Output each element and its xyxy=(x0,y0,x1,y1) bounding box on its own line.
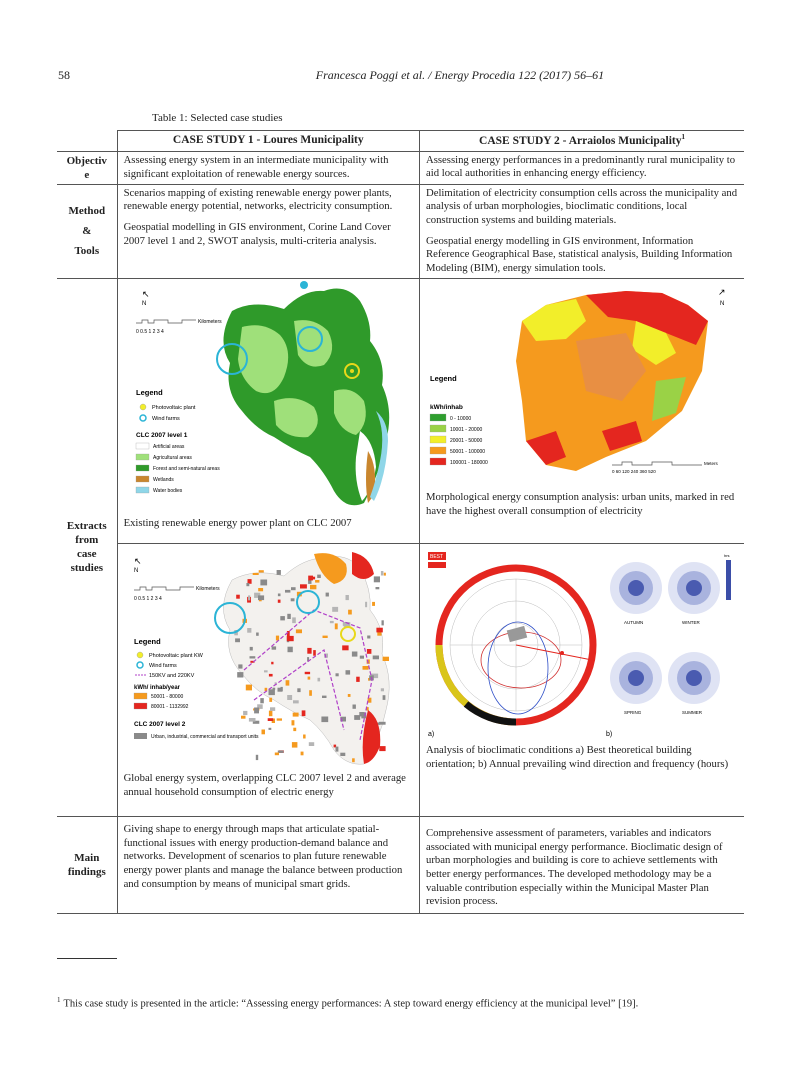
north-label: N xyxy=(720,300,725,307)
scale-unit: Meters xyxy=(704,460,718,466)
scale-unit: Kilometers xyxy=(197,318,222,325)
urban-patch xyxy=(362,666,368,670)
label-part: & xyxy=(82,225,92,238)
photovoltaic-legend-icon xyxy=(137,652,143,658)
clc1-legend-swatch xyxy=(136,443,149,449)
wind-rose-core xyxy=(628,670,644,686)
label-part: findings xyxy=(67,865,106,878)
fig2-caption: Morphological energy consumption analysis: urban units, marked in red have the highest overall consumption of electricity xyxy=(426,490,735,517)
urban-patch xyxy=(268,728,271,730)
clc1-legend-label: Wetlands xyxy=(152,476,174,483)
label-part: Main xyxy=(74,851,100,864)
sun-marker xyxy=(560,651,564,655)
urban-patch xyxy=(308,742,313,746)
consumption-class-label: 20001 - 50000 xyxy=(450,437,483,444)
north-label: N xyxy=(133,567,138,574)
urban-patch xyxy=(334,623,337,629)
footnote-mark: 1 xyxy=(681,133,685,141)
urban-patch xyxy=(342,645,348,650)
urban-patch xyxy=(381,620,383,625)
urban-patch xyxy=(379,746,385,751)
urban-patch xyxy=(351,651,357,656)
row-label-findings xyxy=(57,816,117,913)
wind-rose-core xyxy=(686,580,702,596)
urban-patch xyxy=(236,595,240,599)
case-studies-table xyxy=(57,130,744,914)
label-part: Tools xyxy=(74,245,100,258)
row-findings xyxy=(57,816,744,913)
map-loures-global-energy xyxy=(124,550,404,768)
urban-patch xyxy=(270,707,275,711)
urban-patch xyxy=(332,607,338,612)
urban-patch xyxy=(313,650,316,656)
label-part: Method xyxy=(68,205,106,218)
wind-roses xyxy=(610,562,720,715)
urban-patch xyxy=(248,718,255,722)
fig1-block xyxy=(118,281,419,544)
urban-patch xyxy=(295,629,301,633)
season-label: SUMMER xyxy=(682,709,702,715)
fig4-caption: Analysis of bioclimatic conditions a) Best theoretical building orientation; b) Annual prevailing wind direction and frequency (hours) xyxy=(426,743,729,770)
method-case1-p1: Scenarios mapping of existing renewable energy power plants, renewable energy potential, networks, electricity consumption. xyxy=(123,186,393,213)
fig1-caption: Existing renewable energy power plant on CLC 2007 xyxy=(123,516,352,529)
urban-patch xyxy=(249,656,255,658)
urban-patch xyxy=(272,688,275,690)
urban-patch xyxy=(304,672,309,674)
urban-patch xyxy=(373,576,379,582)
kwh-legend-swatch xyxy=(134,693,147,699)
legend-title: Legend xyxy=(133,636,161,646)
table-header-row xyxy=(57,131,744,152)
urban-patch xyxy=(372,602,375,606)
urban-patch xyxy=(347,694,350,697)
urban-patch xyxy=(301,710,305,716)
urban-patch xyxy=(297,688,300,692)
clc1-legend-label: Forest and semi-natural areas xyxy=(152,465,220,472)
north-label: N xyxy=(141,300,146,307)
urban-patch xyxy=(375,587,379,589)
legend-wind: Wind farms xyxy=(151,415,180,422)
consumption-class-label: 100001 - 180000 xyxy=(450,459,488,466)
urban-patch xyxy=(356,677,360,682)
north-arrow-icon: ↗ xyxy=(718,286,726,297)
footnote-rule xyxy=(57,958,117,959)
scale-bar xyxy=(134,587,194,590)
consumption-class-swatch xyxy=(430,436,446,443)
urban-patch xyxy=(322,635,327,637)
urban-patch xyxy=(277,688,282,692)
clc1-legend-label: Water bodies xyxy=(152,487,182,494)
colorbar-unit: hrs xyxy=(724,552,730,558)
orientation-ring-worst xyxy=(466,704,516,722)
urban-patch xyxy=(271,662,273,665)
urban-patch xyxy=(247,628,251,633)
urban-patch xyxy=(376,628,382,633)
urban-patch xyxy=(280,616,285,620)
legend-wind: Wind farms xyxy=(148,662,177,669)
clc2-title: CLC 2007 level 2 xyxy=(133,720,185,728)
method-case1 xyxy=(117,184,419,278)
urban-patch xyxy=(307,648,311,654)
clc1-legend-label: Agricultural areas xyxy=(152,454,192,461)
urban-patch xyxy=(291,720,294,725)
urban-patch xyxy=(372,655,378,659)
urban-patch xyxy=(241,716,246,719)
row-method xyxy=(57,184,744,278)
consumption-class-label: 50001 - 100000 xyxy=(450,448,486,455)
urban-patch xyxy=(366,649,371,654)
method-case2 xyxy=(420,184,745,278)
label-a: a) xyxy=(428,730,435,738)
urban-patch xyxy=(348,610,352,615)
season-label: SPRING xyxy=(624,709,642,715)
very-high-consumption-area xyxy=(352,552,374,579)
legend-pv: Photovoltaic plant KW xyxy=(148,652,203,659)
row-objective xyxy=(57,151,744,184)
building-footprint xyxy=(507,626,527,642)
consumption-classes xyxy=(430,414,488,466)
urban-patch xyxy=(245,684,251,690)
urban-patch xyxy=(300,751,303,755)
clc1-legend-swatch xyxy=(136,465,149,471)
sun-path xyxy=(481,632,561,688)
page-number: 58 xyxy=(58,68,70,82)
kwh-legend-label: 50001 - 80000 xyxy=(150,693,183,700)
urban-patch xyxy=(380,688,383,691)
urban-patch xyxy=(274,752,278,755)
extracts-case1 xyxy=(117,278,419,816)
label-b: b) xyxy=(606,730,613,738)
legend-pv: Photovoltaic plant xyxy=(151,404,195,411)
scale-unit: Kilometers xyxy=(195,585,220,592)
clc1-legend-label: Artificial areas xyxy=(152,443,184,450)
wind-farm-legend-icon xyxy=(140,415,146,421)
photovoltaic-legend-icon xyxy=(140,404,146,410)
photovoltaic-plant-icon xyxy=(350,369,354,373)
findings-case2: Comprehensive assessment of parameters, variables and indicators associated with municipal energy performance. Bioclimatic design of urban morphologies and building is core to achieve settlements with better energy performances. The developed methodology may be a valuable contribution especially within the Municipal Master Plan revision process. xyxy=(420,816,745,913)
season-label: AUTUMN xyxy=(624,619,644,625)
urban-patch xyxy=(238,664,242,668)
urban-patch xyxy=(308,580,311,584)
label-part: studies xyxy=(70,562,103,575)
frequency-colorbar xyxy=(726,560,731,600)
urban-patch xyxy=(258,595,264,600)
urban-patch xyxy=(260,698,264,703)
clc-title: CLC 2007 level 1 xyxy=(135,431,187,439)
kwh-legend-items xyxy=(134,693,189,710)
consumption-class-swatch xyxy=(430,447,446,454)
bioclimatic-analysis xyxy=(426,550,738,740)
label-part: Objectiv xyxy=(66,154,107,167)
method-case2-p1: Delimitation of electricity consumption cells across the municipality and analysis of urban morphologies, bioclimatic conditions, local construction systems and building materials. xyxy=(426,186,738,227)
urban-patch xyxy=(285,680,289,685)
fig3-block xyxy=(124,544,413,816)
clc1-legend-swatch xyxy=(136,454,149,460)
urban-patch xyxy=(254,707,259,713)
urban-patch xyxy=(378,722,385,725)
urban-patch xyxy=(382,657,388,661)
unit-label: kWh/inhab xyxy=(430,403,463,411)
urban-patch xyxy=(276,718,281,720)
urban-patch xyxy=(276,570,280,575)
urban-patch xyxy=(335,746,338,751)
scale-ticks: 0 60 120 240 360 520 xyxy=(612,468,656,474)
urban-patch xyxy=(329,621,333,623)
urban-patch xyxy=(307,676,310,679)
urban-patch xyxy=(237,672,243,677)
wind-rose-core xyxy=(686,670,702,686)
clc1-legend-swatch xyxy=(136,487,149,493)
urban-patch xyxy=(303,734,306,738)
urban-patch xyxy=(325,592,328,596)
urban-patch xyxy=(252,573,258,575)
footnote xyxy=(57,996,747,1010)
map-loures-clc-level1 xyxy=(124,281,404,513)
consumption-class-label: 10001 - 20000 xyxy=(450,426,483,433)
kwh-legend-label: 80001 - 1132992 xyxy=(150,703,189,710)
urban-patch xyxy=(243,711,247,715)
wind-rose-core xyxy=(628,580,644,596)
urban-patch xyxy=(290,598,294,601)
urban-patch xyxy=(359,655,363,658)
urban-patch xyxy=(352,758,355,762)
legend-title: Legend xyxy=(430,373,457,383)
best-orientation-line xyxy=(516,645,592,660)
urban-patch xyxy=(321,716,328,722)
urban-patch xyxy=(309,690,312,696)
urban-patch xyxy=(255,755,257,760)
urban-patch xyxy=(258,588,263,591)
urban-patch xyxy=(308,575,313,580)
wind-farm-icon xyxy=(300,281,308,289)
clc-legend-items xyxy=(136,443,220,494)
label-part: case xyxy=(77,548,97,561)
row-label-method xyxy=(57,184,117,278)
label-part: Extracts xyxy=(66,520,107,533)
consumption-class-swatch xyxy=(430,414,446,421)
urban-patch xyxy=(267,718,273,721)
method-case1-p2: Geospatial modelling in GIS environment, Corine Land Cover 2007 level 1 and 2, SWOT analysis, multi-criteria analysis. xyxy=(123,221,391,247)
fig2-block xyxy=(420,281,744,544)
urban-patch xyxy=(261,729,265,734)
urban-patch xyxy=(268,710,272,716)
north-arrow-icon: ↖ xyxy=(133,555,142,566)
footnote-text: This case study is presented in the article: “Assessing energy performances: A step toward energy efficiency at the municipal level” [19]. xyxy=(63,998,639,1010)
urban-patch xyxy=(310,585,316,589)
wind-farm-legend-icon xyxy=(137,662,143,668)
scale-ticks: 0 0.5 1 2 3 4 xyxy=(133,595,162,602)
consumption-class-swatch xyxy=(430,458,446,465)
kwh-legend-swatch xyxy=(134,703,147,709)
urban-patch xyxy=(340,753,345,756)
urban-patch xyxy=(286,636,293,641)
urban-patch xyxy=(382,695,385,700)
table-caption: Table 1: Selected case studies xyxy=(152,112,283,124)
urban-patch xyxy=(315,580,319,583)
urban-patch xyxy=(291,587,296,590)
legend-title: Legend xyxy=(135,387,163,397)
fig4-block xyxy=(426,544,738,816)
col2-title: CASE STUDY 2 - Arraiolos Municipality xyxy=(479,134,682,147)
urban-patch xyxy=(365,602,367,607)
kwh-title: kWh/ inhab/year xyxy=(133,684,180,691)
urban-patch xyxy=(287,647,292,653)
urban-patch xyxy=(285,590,290,593)
urban-patch xyxy=(277,593,280,596)
row-label-extracts xyxy=(57,278,117,816)
fig3-caption: Global energy system, overlapping CLC 2007 level 2 and average annual household consumption of electric energy xyxy=(123,771,406,798)
north-arrow-icon: ↖ xyxy=(141,288,150,299)
urban-patch xyxy=(292,712,298,716)
urban-patch xyxy=(268,689,274,695)
urban-patch xyxy=(268,674,272,677)
urban-patch xyxy=(291,742,297,748)
urban-patch xyxy=(367,635,370,638)
row-extracts xyxy=(57,278,744,816)
col1-title: CASE STUDY 1 - Loures Municipality xyxy=(117,131,419,152)
extracts-case2 xyxy=(420,278,745,816)
best-swatch xyxy=(428,562,446,568)
row-label-objective xyxy=(57,151,117,184)
urban-patch xyxy=(380,571,383,576)
urban-patch xyxy=(335,673,338,676)
urban-patch xyxy=(249,647,252,651)
urban-patch xyxy=(246,583,249,586)
clc1-legend-swatch xyxy=(136,476,149,482)
urban-patch xyxy=(345,670,350,674)
urban-patch xyxy=(277,599,280,602)
urban-patch xyxy=(287,695,292,700)
col2-header xyxy=(420,131,745,152)
urban-swatch xyxy=(134,733,147,739)
urban-patch xyxy=(322,695,327,697)
urban-patch xyxy=(258,570,263,572)
scale-bar xyxy=(612,462,702,465)
urban-patch xyxy=(287,614,291,619)
label-part: from xyxy=(75,534,99,547)
objective-case2: Assessing energy performances in a predominantly rural municipality to aid local authorities in enhancing energy efficiency. xyxy=(420,151,745,184)
urban-patch xyxy=(317,574,321,577)
scale-ticks: 0 0.5 1 2 3 4 xyxy=(135,328,164,335)
urban-patch xyxy=(286,631,289,637)
urban-patch xyxy=(345,595,348,600)
urban-patch xyxy=(317,678,320,682)
label-part: e xyxy=(84,168,90,181)
urban-patch xyxy=(383,573,385,576)
method-case2-p2: Geospatial energy modelling in GIS environment, Information Reference Geographical Base, statistical analysis, Building Information Modeling (BIM), energy simulation tools. xyxy=(426,234,733,275)
urban-patch xyxy=(269,698,272,702)
urban-patch xyxy=(292,617,296,623)
season-label: WINTER xyxy=(682,619,700,625)
best-label: BEST xyxy=(430,553,444,560)
running-title: Francesca Poggi et al. / Energy Procedia 122 (2017) 56–61 xyxy=(315,68,605,82)
urban-patch xyxy=(354,715,360,720)
urban-patch xyxy=(300,584,307,588)
consumption-class-label: 0 - 10000 xyxy=(450,415,472,422)
urban-patch xyxy=(271,646,276,649)
map-arraiolos-consumption xyxy=(426,281,738,487)
findings-case1: Giving shape to energy through maps that articulate spatial-functional issues with energy production-demand balance and networks. Development of scenarios to plan future renewable energy power plants and manage the balance between production and consumption by means of municipal smart grids. xyxy=(117,816,419,913)
scale-bar xyxy=(136,320,196,323)
urban-patch xyxy=(260,579,267,585)
urban-patch xyxy=(264,670,268,672)
urban-patch xyxy=(352,704,355,708)
footnote-number: 1 xyxy=(57,996,61,1004)
urban-patch xyxy=(256,632,259,635)
objective-case1: Assessing energy system in an intermediate municipality with significant exploitation of renewable energy sources. xyxy=(117,151,419,184)
clc2-item: Urban, industrial, commercial and transport units xyxy=(150,733,259,740)
urban-patch xyxy=(293,700,299,703)
consumption-class-swatch xyxy=(430,425,446,432)
urban-patch xyxy=(235,638,240,642)
legend-lines: 150KV and 220KV xyxy=(148,672,194,679)
urban-patch xyxy=(248,595,250,600)
urban-patch xyxy=(293,728,296,731)
corner-cell xyxy=(57,131,117,152)
running-header xyxy=(0,68,800,83)
